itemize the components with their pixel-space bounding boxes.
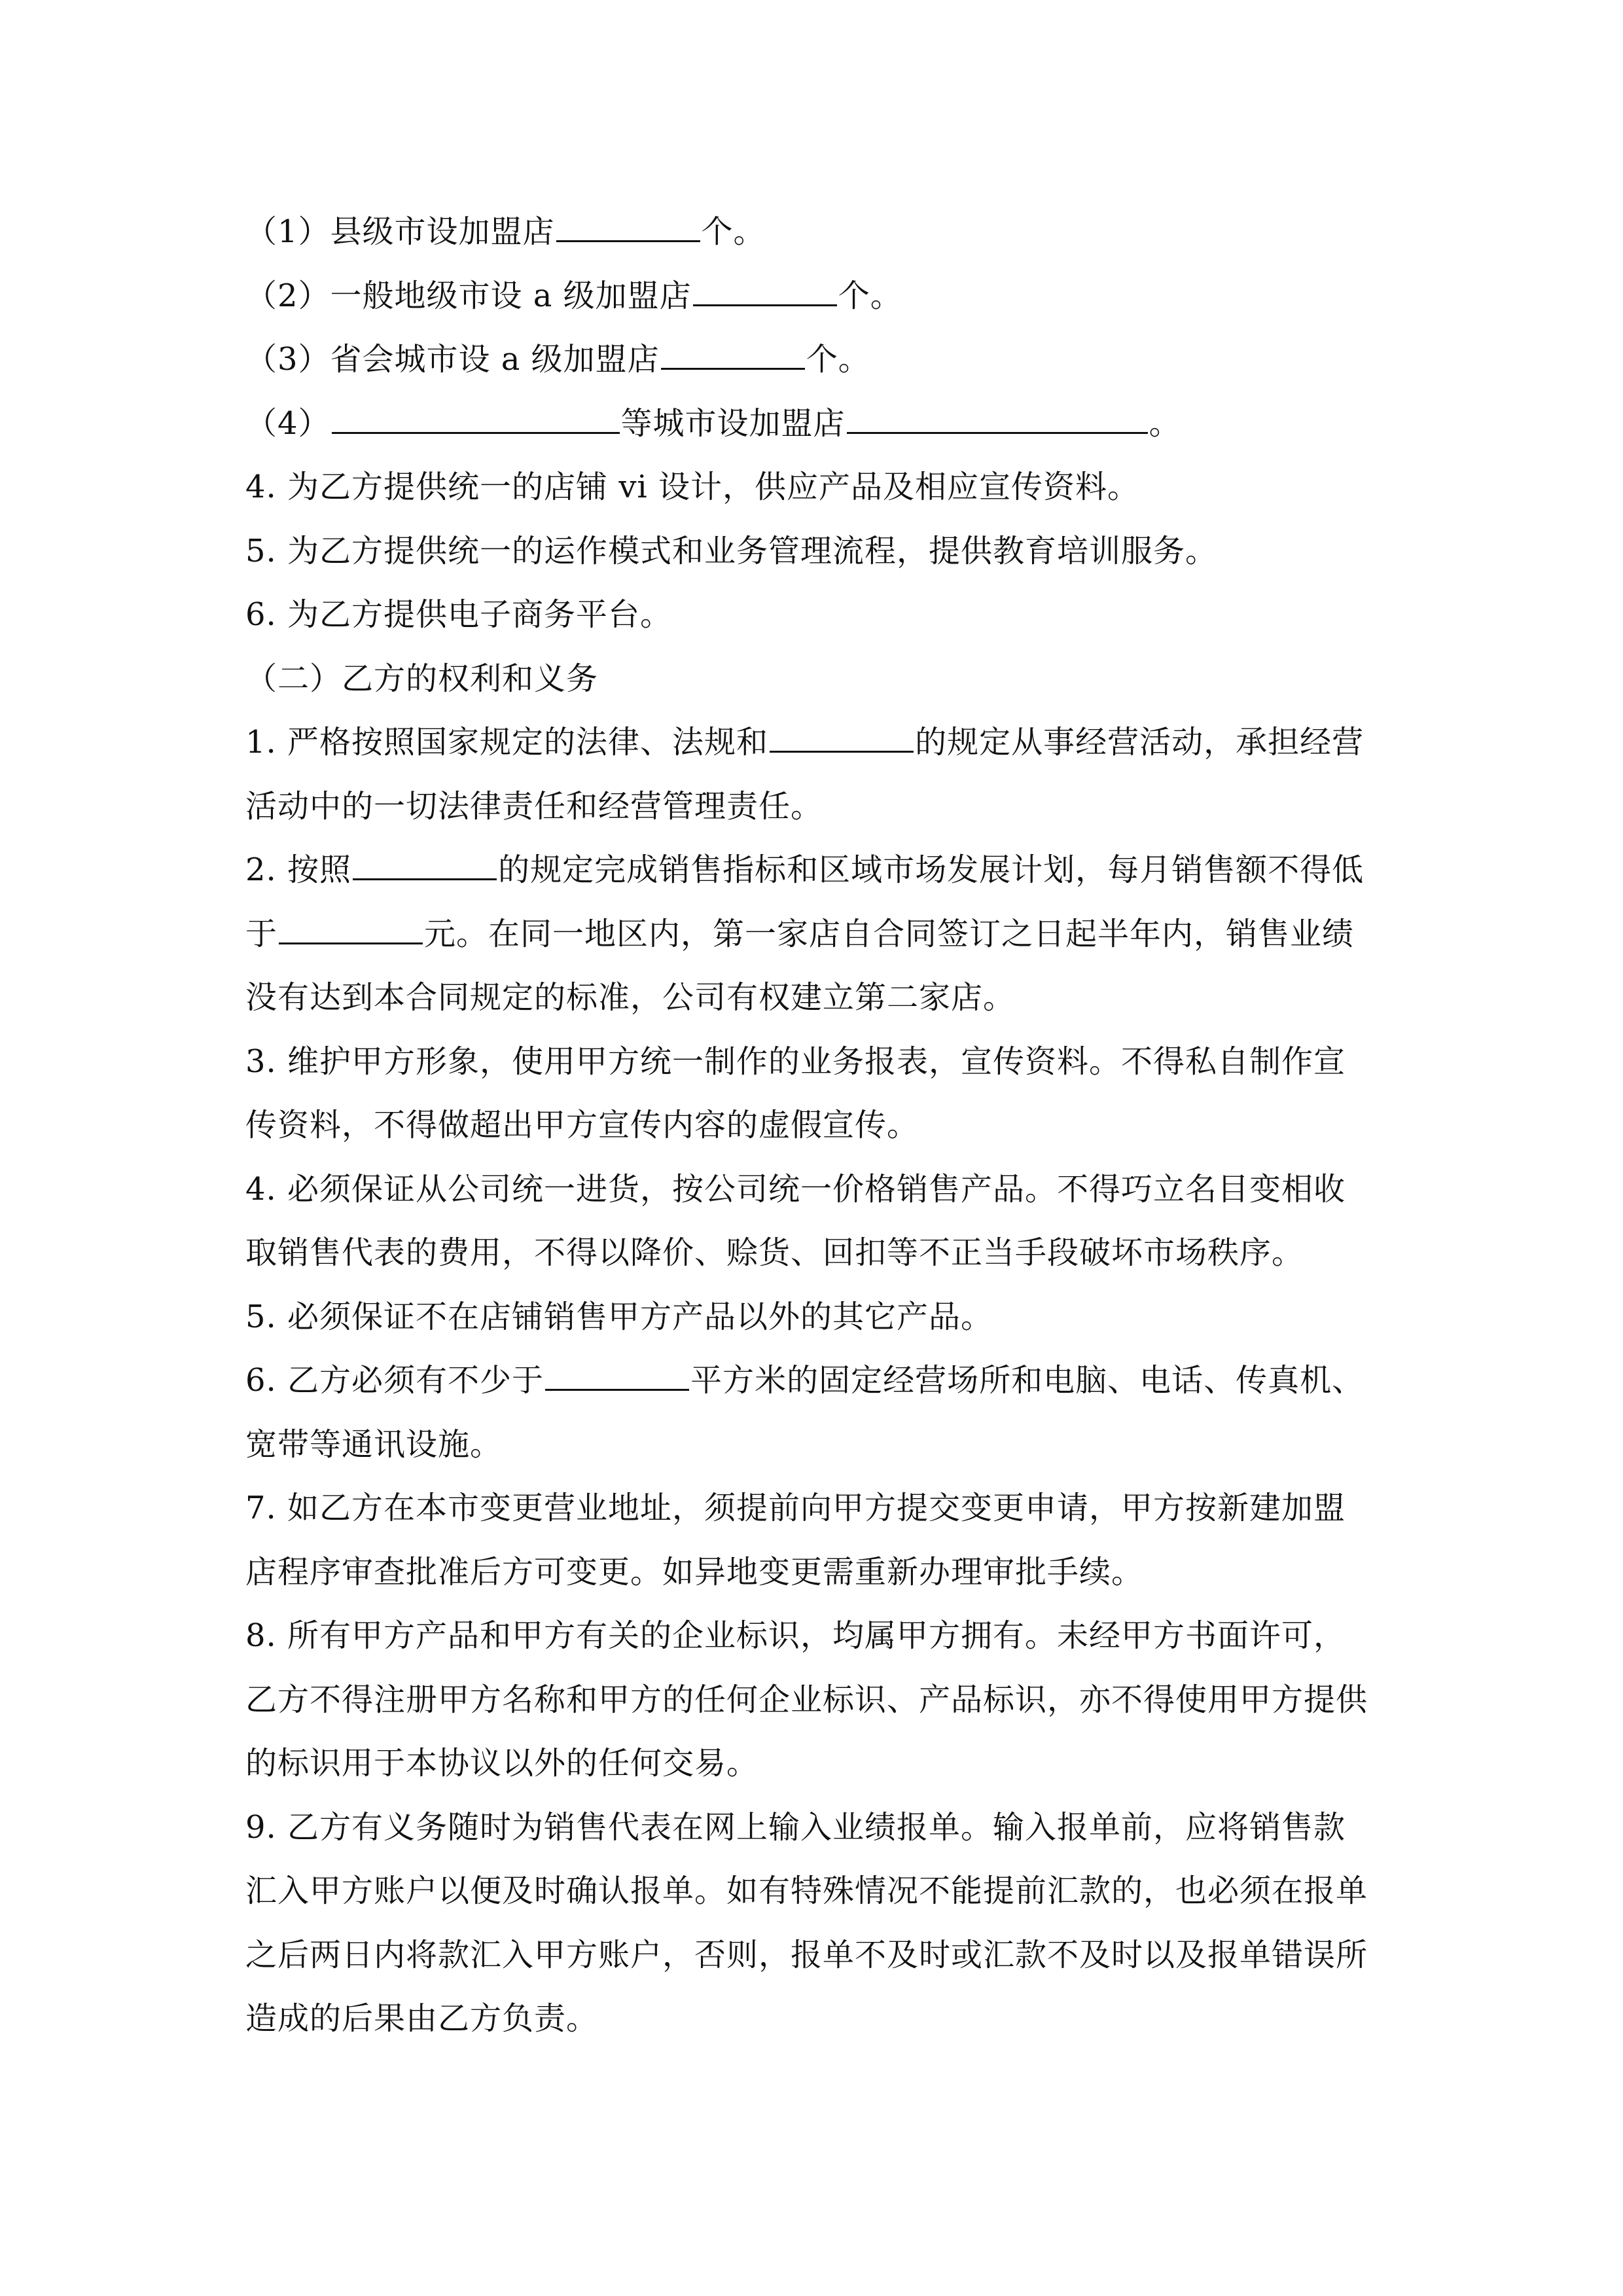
text-line: 汇入甲方账户以便及时确认报单。如有特殊情况不能提前汇款的，也必须在报单 <box>245 1873 1368 1909</box>
text-run: 平方米的固定经营场所和电脑、电话、传真机、 <box>690 1362 1364 1399</box>
text-run: 6. 乙方必须有不少于 <box>245 1362 544 1399</box>
text-line: 4. 必须保证从公司统一进货，按公司统一价格销售产品。不得巧立名目变相收 <box>245 1170 1346 1208</box>
text-line: 活动中的一切法律责任和经营管理责任。 <box>245 787 823 825</box>
text-run: 元。在同一地区内，第一家店自合同签订之日起半年内，销售业绩 <box>424 915 1355 952</box>
text-run: 的规定完成销售指标和区域市场发展计划，每月销售额不得低 <box>498 852 1364 888</box>
fill-in-blank <box>353 853 497 880</box>
text-run: 个。 <box>838 277 902 314</box>
text-line: 造成的后果由乙方负责。 <box>245 2000 599 2037</box>
text-run: （2）一般地级市设 a 级加盟店 <box>245 277 692 314</box>
document-body <box>245 200 1397 2051</box>
text-line: 之后两日内将款汇入甲方账户，否则，报单不及时或汇款不及时以及报单错误所 <box>245 1936 1368 1973</box>
text-run: 于 <box>245 915 278 952</box>
text-run: 。 <box>1149 404 1181 442</box>
fill-in-blank <box>332 407 620 434</box>
text-line <box>245 1349 1397 1413</box>
text-line: 店程序审查批准后方可变更。如异地变更需重新办理审批手续。 <box>245 1553 1144 1590</box>
text-run: （1）县级市设加盟店 <box>245 213 555 250</box>
text-run: （3）省会城市设 a 级加盟店 <box>245 341 660 378</box>
text-line: 3. 维护甲方形象，使用甲方统一制作的业务报表，宣传资料。不得私自制作宣 <box>245 1043 1346 1080</box>
text-line: 乙方不得注册甲方名称和甲方的任何企业标识、产品标识，亦不得使用甲方提供 <box>245 1681 1368 1718</box>
text-run: 1. 严格按照国家规定的法律、法规和 <box>245 724 769 761</box>
section-heading: （二）乙方的权利和义务 <box>245 660 599 697</box>
text-line <box>245 711 1397 775</box>
text-line: 7. 如乙方在本市变更营业地址，须提前向甲方提交变更申请，甲方按新建加盟 <box>245 1490 1346 1526</box>
fill-in-blank <box>556 215 700 242</box>
fill-in-blank <box>661 343 805 370</box>
text-line: 取销售代表的费用，不得以降价、赊货、回扣等不正当手段破坏市场秩序。 <box>245 1234 1304 1271</box>
text-line: 9. 乙方有义务随时为销售代表在网上输入业绩报单。输入报单前，应将销售款 <box>245 1808 1346 1846</box>
fill-in-blank <box>770 726 914 753</box>
text-run: （4） <box>245 404 330 442</box>
text-run: 等城市设加盟店 <box>620 404 846 442</box>
text-run: 个。 <box>701 213 766 250</box>
fill-in-blank <box>847 407 1148 434</box>
text-line: 8. 所有甲方产品和甲方有关的企业标识，均属甲方拥有。未经甲方书面许可， <box>245 1617 1346 1654</box>
text-line <box>245 200 1397 264</box>
fill-in-blank <box>279 918 423 944</box>
text-line <box>245 838 1397 903</box>
text-line <box>245 392 1397 456</box>
text-run: 2. 按照 <box>245 852 352 888</box>
text-line: 4. 为乙方提供统一的店铺 vi 设计，供应产品及相应宣传资料。 <box>245 469 1140 505</box>
fill-in-blank <box>693 279 837 306</box>
text-line <box>245 328 1397 392</box>
text-line: 6. 为乙方提供电子商务平台。 <box>245 596 673 633</box>
text-line: 没有达到本合同规定的标准，公司有权建立第二家店。 <box>245 979 1016 1016</box>
text-line: 传资料，不得做超出甲方宣传内容的虚假宣传。 <box>245 1107 919 1143</box>
text-run: 个。 <box>806 341 870 378</box>
text-run: 的规定从事经营活动，承担经营 <box>915 724 1364 761</box>
fill-in-blank <box>545 1364 689 1391</box>
text-line <box>245 264 1397 329</box>
text-line: 5. 为乙方提供统一的运作模式和业务管理流程，提供教育培训服务。 <box>245 532 1218 569</box>
text-line: 的标识用于本协议以外的任何交易。 <box>245 1745 759 1782</box>
text-line: 宽带等通讯设施。 <box>245 1426 503 1463</box>
text-line: 5. 必须保证不在店铺销售甲方产品以外的其它产品。 <box>245 1298 993 1335</box>
text-line <box>245 903 1397 967</box>
